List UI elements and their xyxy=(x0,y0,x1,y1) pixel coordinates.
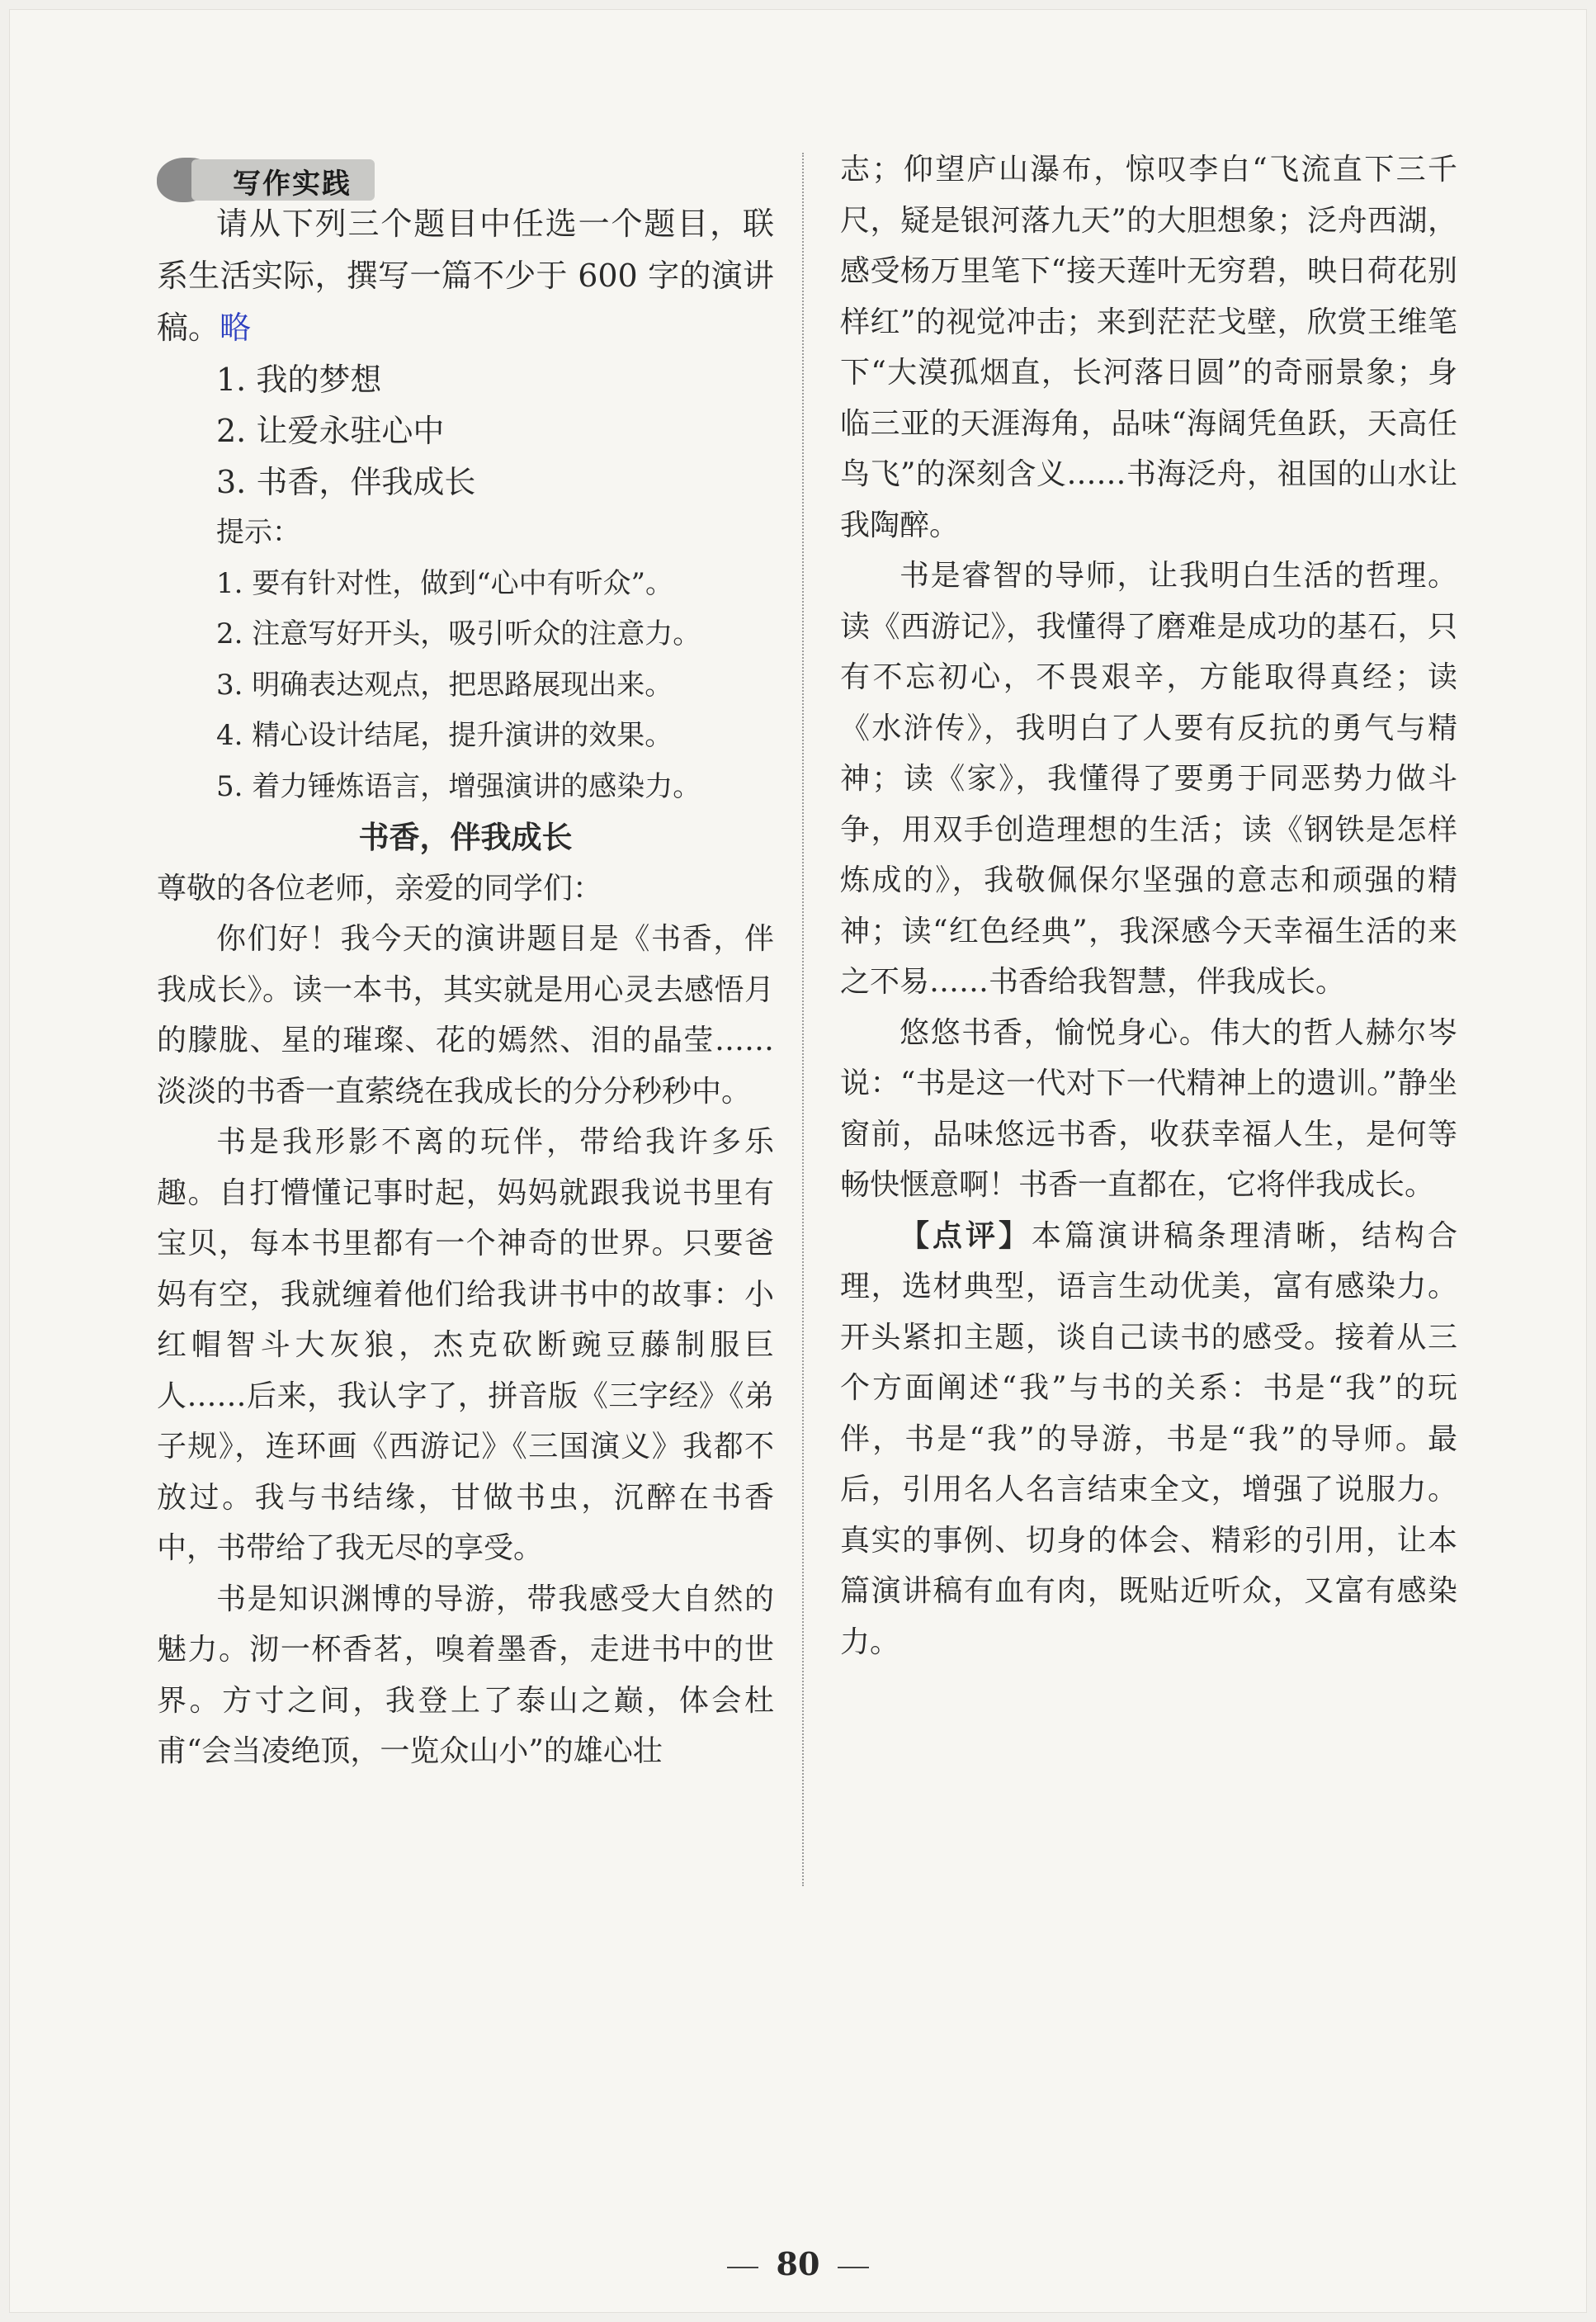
topic-1: 1. 我的梦想 xyxy=(216,362,382,398)
review-text: 本篇演讲稿条理清晰，结构合理，选材典型，语言生动优美，富有感染力。开头紧扣主题，谈自己读书的感受。接着从三个方面阐述“我”与书的关系：书是“我”的玩伴，书是“我”的导游，书是“我”的导师。最后，引用名人名言结束全文，增强了说服力。真实的事例、切身的体会、精彩的引用，让本篇演讲稿有血有肉，既贴近听众，又富有感染力。 xyxy=(840,1218,1457,1659)
page-number-dash-left xyxy=(727,2267,758,2268)
hint-1: 1. 要有针对性，做到“心中有听众”。 xyxy=(216,566,674,600)
essay-title: 书香，伴我成长 xyxy=(358,820,573,855)
essay-salutation: 尊敬的各位老师，亲爱的同学们： xyxy=(157,871,603,906)
answer-text: 略 xyxy=(220,310,252,346)
hint-2: 2. 注意写好开头，吸引听众的注意力。 xyxy=(216,617,701,650)
header-spacer xyxy=(157,140,774,198)
essay-paragraph-2: 书是我形影不离的玩伴，带给我许多乐趣。自打懵懂记事时起，妈妈就跟我说书里有宝贝，每本书里都有一个神奇的世界。只要爸妈有空，我就缠着他们给我讲书中的故事：小红帽智斗大灰狼，杰克砍断豌豆藤制服巨人……后来，我认字了，拼音版《三字经》《弟子规》，连环画《西游记》《三国演义》我都不放过。我与书结缘，甘做书虫，沉醉在书香中，书带给了我无尽的享受。 xyxy=(157,1125,774,1565)
writing-prompt xyxy=(157,198,774,354)
hints-label: 提示： xyxy=(216,516,300,549)
page-number-value: 80 xyxy=(776,2245,820,2282)
column-divider xyxy=(802,153,804,1886)
essay-paragraph-4: 书是睿智的导师，让我明白生活的哲理。读《西游记》，我懂得了磨难是成功的基石，只有不忘初心，不畏艰辛，方能取得真经；读《水浒传》，我明白了人要有反抗的勇气与精神；读《家》，我懂得了要勇于同恶势力做斗争，用双手创造理想的生活；读《钢铁是怎样炼成的》，我敬佩保尔坚强的意志和顽强的精神；读“红色经典”，我深感今天幸福生活的来之不易……书香给我智慧，伴我成长。 xyxy=(840,559,1457,999)
section-title: 写作实践 xyxy=(233,168,352,201)
page-number-dash-right xyxy=(838,2267,869,2268)
page-number xyxy=(0,2245,1596,2282)
essay-paragraph-5: 悠悠书香，愉悦身心。伟大的哲人赫尔岑说：“书是这一代对下一代精神上的遗训。”静坐窗前，品味悠远书香，收获幸福人生，是何等畅快惬意啊！书香一直都在，它将伴我成长。 xyxy=(840,1015,1457,1202)
right-column xyxy=(840,144,1457,1667)
left-column xyxy=(157,140,774,1777)
hint-5: 5. 着力锤炼语言，增强演讲的感染力。 xyxy=(216,769,701,803)
topic-3: 3. 书香，伴我成长 xyxy=(216,464,476,500)
prompt-text: 请从下列三个题目中任选一个题目，联系生活实际，撰写一篇不少于 600 字的演讲稿。 xyxy=(157,206,774,346)
review-block xyxy=(840,1211,1457,1668)
topic-2: 2. 让爱永驻心中 xyxy=(216,413,445,449)
hint-4: 4. 精心设计结尾，提升演讲的效果。 xyxy=(216,719,673,752)
essay-paragraph-3: 书是知识渊博的导游，带我感受大自然的魅力。沏一杯香茗，嗅着墨香，走进书中的世界。方寸之间，我登上了泰山之巅，体会杜甫“会当凌绝顶，一览众山小”的雄心壮 xyxy=(157,1582,774,1768)
review-label: 【点评】 xyxy=(900,1218,1032,1253)
essay-paragraph-1: 你们好！我今天的演讲题目是《书香，伴我成长》。读一本书，其实就是用心灵去感悟月的朦胧、星的璀璨、花的嫣然、泪的晶莹……淡淡的书香一直萦绕在我成长的分分秒秒中。 xyxy=(157,922,774,1109)
hint-3: 3. 明确表达观点，把思路展现出来。 xyxy=(216,668,673,702)
essay-paragraph-3-continued: 志；仰望庐山瀑布，惊叹李白“飞流直下三千尺，疑是银河落九天”的大胆想象；泛舟西湖，感受杨万里笔下“接天莲叶无穷碧，映日荷花别样红”的视觉冲击；来到茫茫戈壁，欣赏王维笔下“大漠孤烟直，长河落日圆”的奇丽景象；身临三亚的天涯海角，品味“海阔凭鱼跃，天高任鸟飞”的深刻含义……书海泛舟，祖国的山水让我陶醉。 xyxy=(840,153,1457,542)
